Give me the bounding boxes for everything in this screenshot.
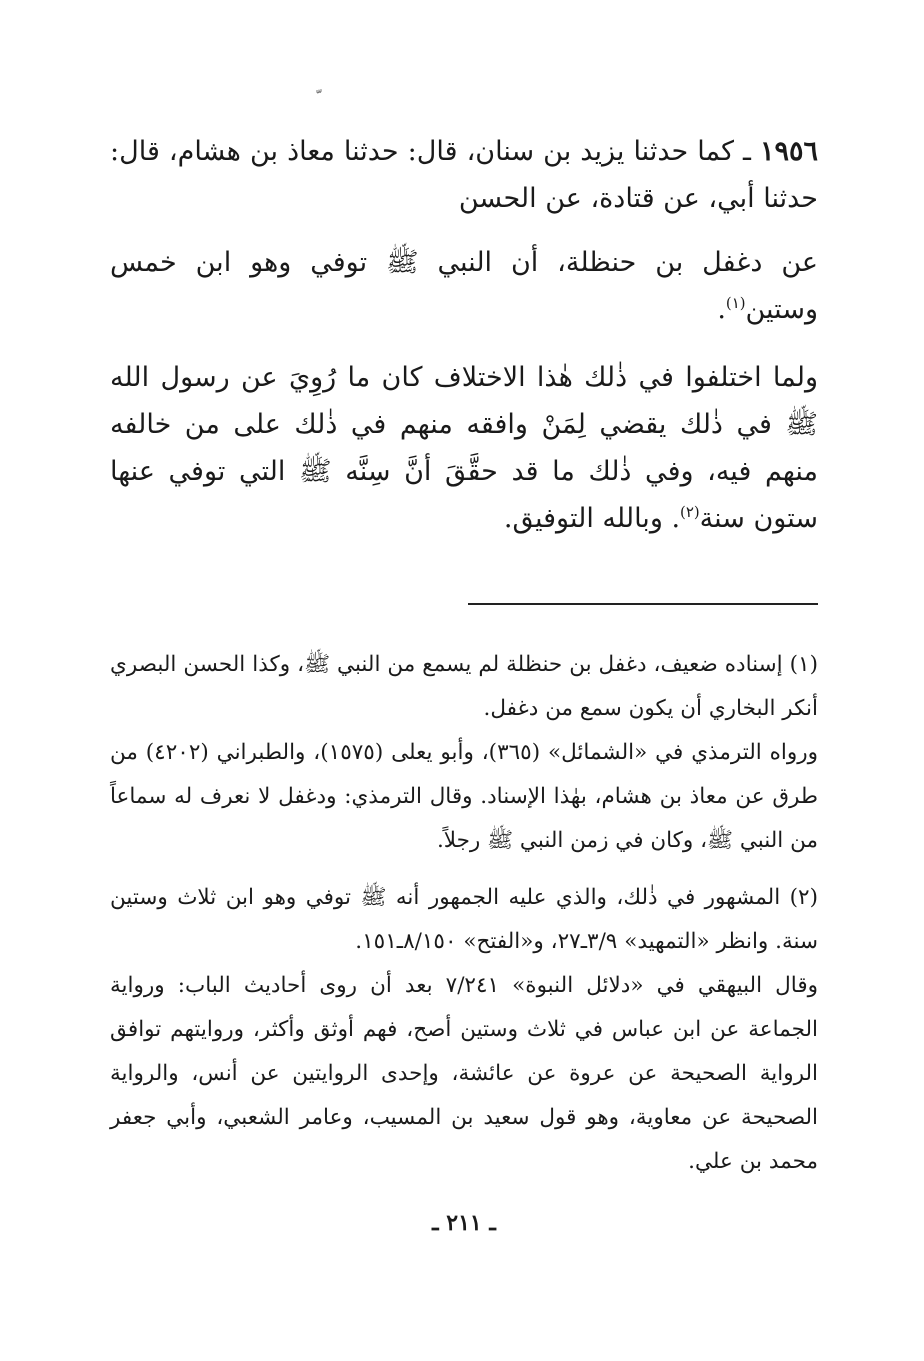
footnote-divider	[468, 603, 818, 605]
document-page	[110, 0, 818, 1361]
commentary-body: ولما اختلفوا في ذٰلك هٰذا الاختلاف كان ما رُوِيَ عن رسول الله ﷺ في ذٰلك يقضي لِمَنْ وافقه منهم في ذٰلك على من خالفه منهم فيه، وفي ذٰلك ما قد حقَّقَ أنَّ سِنَّه ﷺ التي توفي عنها ستون سنة	[110, 362, 818, 534]
footnote-ref-1[interactable]: (١)	[725, 294, 746, 312]
footnote-2-main: (٢) المشهور في ذٰلك، والذي عليه الجمهور أنه ﷺ توفي وهو ابن ثلاث وستين سنة. وانظر «التمهيد» ٣/٩ـ٢٧، و«الفتح» ٨/١٥٠ـ١٥١.	[110, 885, 818, 954]
footnote-1-main: (١) إسناده ضعيف، دغفل بن حنظلة لم يسمع من النبي ﷺ، وكذا الحسن البصري أنكر البخاري أن يكون سمع من دغفل.	[110, 652, 818, 721]
commentary-end: . وبالله التوفيق.	[503, 503, 681, 534]
hadith-text	[110, 239, 818, 333]
page-number: ـ ٢١١ ـ	[432, 1210, 496, 1236]
footnote-ref-2[interactable]: (٢)	[680, 503, 700, 521]
footnote-1-extra: ورواه الترمذي في «الشمائل» (٣٦٥)، وأبو يعلى (١٥٧٥)، والطبراني (٤٢٠٢) من طرق عن معاذ بن هشام، بهٰذا الإسناد. وقال الترمذي: ودغفل لا نعرف له سماعاً من النبي ﷺ، وكان في زمن النبي ﷺ رجلاً.	[110, 740, 819, 853]
footnote-2-extra: وقال البيهقي في «دلائل النبوة» ٧/٢٤١ بعد أن روى أحاديث الباب: ورواية الجماعة عن ابن عباس في ثلاث وستين أصح، فهم أوثق وأكثر، وروايتهم توافق الرواية الصحيحة عن عروة عن عائشة، وإحدى الروايتين عن أنس، والرواية الصحيحة عن معاوية، وهو قول سعيد بن المسيب، وعامر الشعبي، وأبي جعفر محمد بن علي.	[110, 973, 818, 1174]
hadith-number: ١٩٥٦	[759, 136, 818, 167]
hadith-chain-text: ـ كما حدثنا يزيد بن سنان، قال: حدثنا معاذ بن هشام، قال: حدثنا أبي، عن قتادة، عن الحسن	[110, 136, 818, 214]
hadith-chain	[110, 128, 818, 222]
commentary-paragraph	[110, 354, 818, 542]
hadith-text-end: .	[717, 294, 726, 325]
hadith-text-body: عن دغفل بن حنظلة، أن النبي ﷺ توفي وهو ابن خمس وستين	[110, 247, 818, 325]
